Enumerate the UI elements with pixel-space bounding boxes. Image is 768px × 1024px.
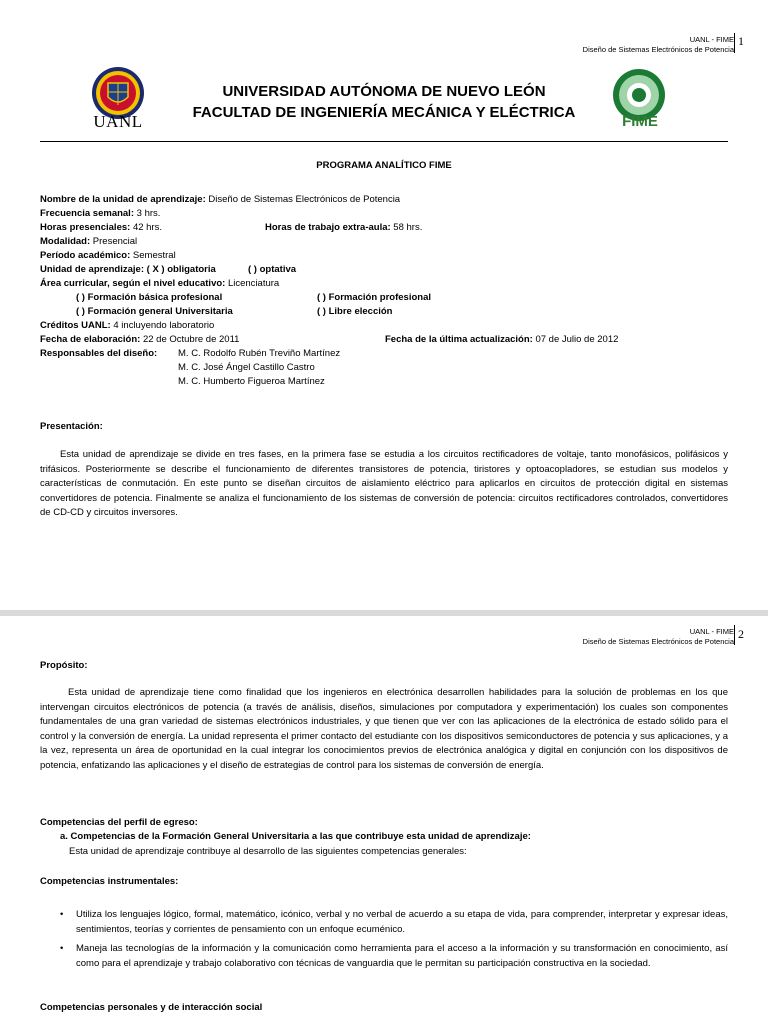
competencias-item-a: a. Competencias de la Formación General Universitaria a las que contribuye esta unidad de aprendizaje:	[60, 831, 531, 842]
presenciales-row	[40, 222, 162, 234]
proposito-text: Esta unidad de aprendizaje tiene como finalidad que los ingenieros en electrónica desarrollen habilidades para la solución de problemas en los que intervengan circuitos electrónicos de potencia (a través de análisis, diseños, simulaciones por computadora y experimentación) los cuales son componentes fundamentales de una gran variedad de sistemas electrónicos industriales, y que tienen que ver con las aplicaciones de la electrónica de estado sólido para el control y la conversión de energía. La unidad representa el primer contacto del estudiante con los dispositivos semiconductores de potencia y sus aplicaciones, y a la vez, representa un área de oportunidad en la cual integrar los conocimientos previos de electrónica analógica y digital en conjunción con los dispositivos de potencia, enfatizando las aplicaciones y el diseño de estrategias de control para los sistemas de conversión de energía.	[40, 687, 728, 771]
actualizacion-value: 07 de Julio de 2012	[535, 334, 619, 345]
tipo-optativa: ( ) optativa	[248, 264, 297, 275]
header-course: Diseño de Sistemas Electrónicos de Potencia	[582, 45, 734, 54]
uanl-logo-text: UANL	[93, 112, 143, 131]
university-title: UNIVERSIDAD AUTÓNOMA DE NUEVO LEÓN	[222, 83, 546, 100]
area-profesional: ( ) Formación profesional	[317, 292, 432, 303]
tipo-row	[40, 264, 216, 276]
extra-aula-label: Horas de trabajo extra-aula:	[265, 222, 391, 233]
area-basica: ( ) Formación básica profesional	[76, 292, 223, 303]
frecuencia-value: 3 hrs.	[136, 208, 161, 219]
header-divider-2	[734, 625, 735, 645]
responsable-1: M. C. Rodolfo Rubén Treviño Martínez	[178, 348, 341, 359]
faculty-title: FACULTAD DE INGENIERÍA MECÁNICA Y ELÉCTRICA	[192, 104, 576, 121]
actualizacion-row	[385, 334, 618, 346]
bullet-item-2: Maneja las tecnologías de la información y la comunicación como herramienta para el acceso a la información y su transformación en conocimiento, así como para el aprendizaje y trabajo colaborativo con técnicas de vanguardia que le permitan su participación constructiva en la sociedad.	[76, 943, 728, 969]
proposito-paragraph	[40, 686, 728, 774]
personales-heading: Competencias personales y de interacción social	[40, 1002, 263, 1013]
periodo-row	[40, 250, 176, 262]
creditos-row	[40, 320, 214, 332]
header-institution-2: UANL - FIME	[689, 627, 734, 636]
header-institution: UANL - FIME	[689, 35, 734, 44]
responsable-3: M. C. Humberto Figueroa Martínez	[178, 376, 325, 387]
elaboracion-row	[40, 334, 239, 346]
presenciales-label: Horas presenciales:	[40, 222, 131, 233]
header-divider	[734, 33, 735, 53]
bullet-icon: •	[60, 909, 64, 920]
periodo-label: Período académico:	[40, 250, 131, 261]
periodo-value: Semestral	[132, 250, 176, 261]
instrumentales-heading: Competencias instrumentales:	[40, 876, 179, 887]
frecuencia-label: Frecuencia semanal:	[40, 208, 134, 219]
responsable-2: M. C. José Ángel Castillo Castro	[178, 362, 315, 373]
responsables-label: Responsables del diseño:	[40, 348, 158, 359]
modalidad-row	[40, 236, 137, 248]
extra-aula-row	[265, 222, 422, 234]
presentacion-paragraph	[40, 448, 728, 521]
frecuencia-row	[40, 208, 160, 220]
area-value: Licenciatura	[227, 278, 280, 289]
running-header	[583, 35, 734, 55]
elaboracion-label: Fecha de elaboración:	[40, 334, 141, 345]
extra-aula-value: 58 hrs.	[393, 222, 423, 233]
page-number: 1	[738, 34, 744, 48]
presentacion-heading: Presentación:	[40, 421, 103, 432]
area-label: Área curricular, según el nivel educativo:	[40, 278, 226, 289]
unidad-value: Diseño de Sistemas Electrónicos de Potencia	[208, 194, 401, 205]
tipo-label: Unidad de aprendizaje:	[40, 264, 144, 275]
elaboracion-value: 22 de Octubre de 2011	[142, 334, 240, 345]
modalidad-label: Modalidad:	[40, 236, 91, 247]
presenciales-value: 42 hrs.	[132, 222, 162, 233]
bullet-icon: •	[60, 943, 64, 954]
creditos-label: Créditos UANL:	[40, 320, 111, 331]
area-general: ( ) Formación general Universitaria	[76, 306, 233, 317]
document-page-2	[0, 616, 768, 1024]
fime-logo-text: FIME	[622, 113, 658, 130]
page-number-2: 2	[738, 627, 744, 641]
program-title: PROGRAMA ANALÍTICO FIME	[316, 160, 452, 171]
modalidad-value: Presencial	[92, 236, 138, 247]
unidad-label: Nombre de la unidad de aprendizaje:	[40, 194, 206, 205]
bullet-item-1: Utiliza los lenguajes lógico, formal, matemático, icónico, verbal y no verbal de acuerdo a su etapa de vida, para comprender, interpretar y expresar ideas, sentimientos, teorías y corrientes de pensamiento con un enfoque ecuménico.	[76, 909, 728, 935]
area-libre: ( ) Libre elección	[317, 306, 393, 317]
header-course-2: Diseño de Sistemas Electrónicos de Potencia	[582, 637, 734, 646]
competencias-heading: Competencias del perfil de egreso:	[40, 817, 198, 828]
actualizacion-label: Fecha de la última actualización:	[385, 334, 533, 345]
tipo-obligatoria: ( X ) obligatoria	[146, 264, 216, 275]
competencias-item-a-text: Esta unidad de aprendizaje contribuye al desarrollo de las siguientes competencias generales:	[69, 846, 467, 857]
running-header-2	[583, 627, 734, 647]
unidad-row	[40, 194, 400, 206]
proposito-heading: Propósito:	[40, 660, 88, 671]
header-rule	[40, 141, 728, 142]
creditos-value: 4 incluyendo laboratorio	[113, 320, 215, 331]
area-row	[40, 278, 279, 290]
presentacion-text: Esta unidad de aprendizaje se divide en tres fases, en la primera fase se estudia a los circuitos rectificadores de voltaje, tanto monofásicos, polifásicos y trifásicos. Posteriormente se describe el funcionamiento de diferentes transistores de potencia, tiristores y optoacopladores, se estudian sus modelos y características de conmutación. En este punto se diseñan circuitos de aislamiento eléctrico para aplicarlos en circuitos de protección digital en sistemas convertidores de potencia. Finalmente se analiza el funcionamiento de los sistemas de conversión de potencia: circuitos rectificadores controlados, convertidores de CD-CD y circuitos inversores.	[40, 449, 728, 519]
